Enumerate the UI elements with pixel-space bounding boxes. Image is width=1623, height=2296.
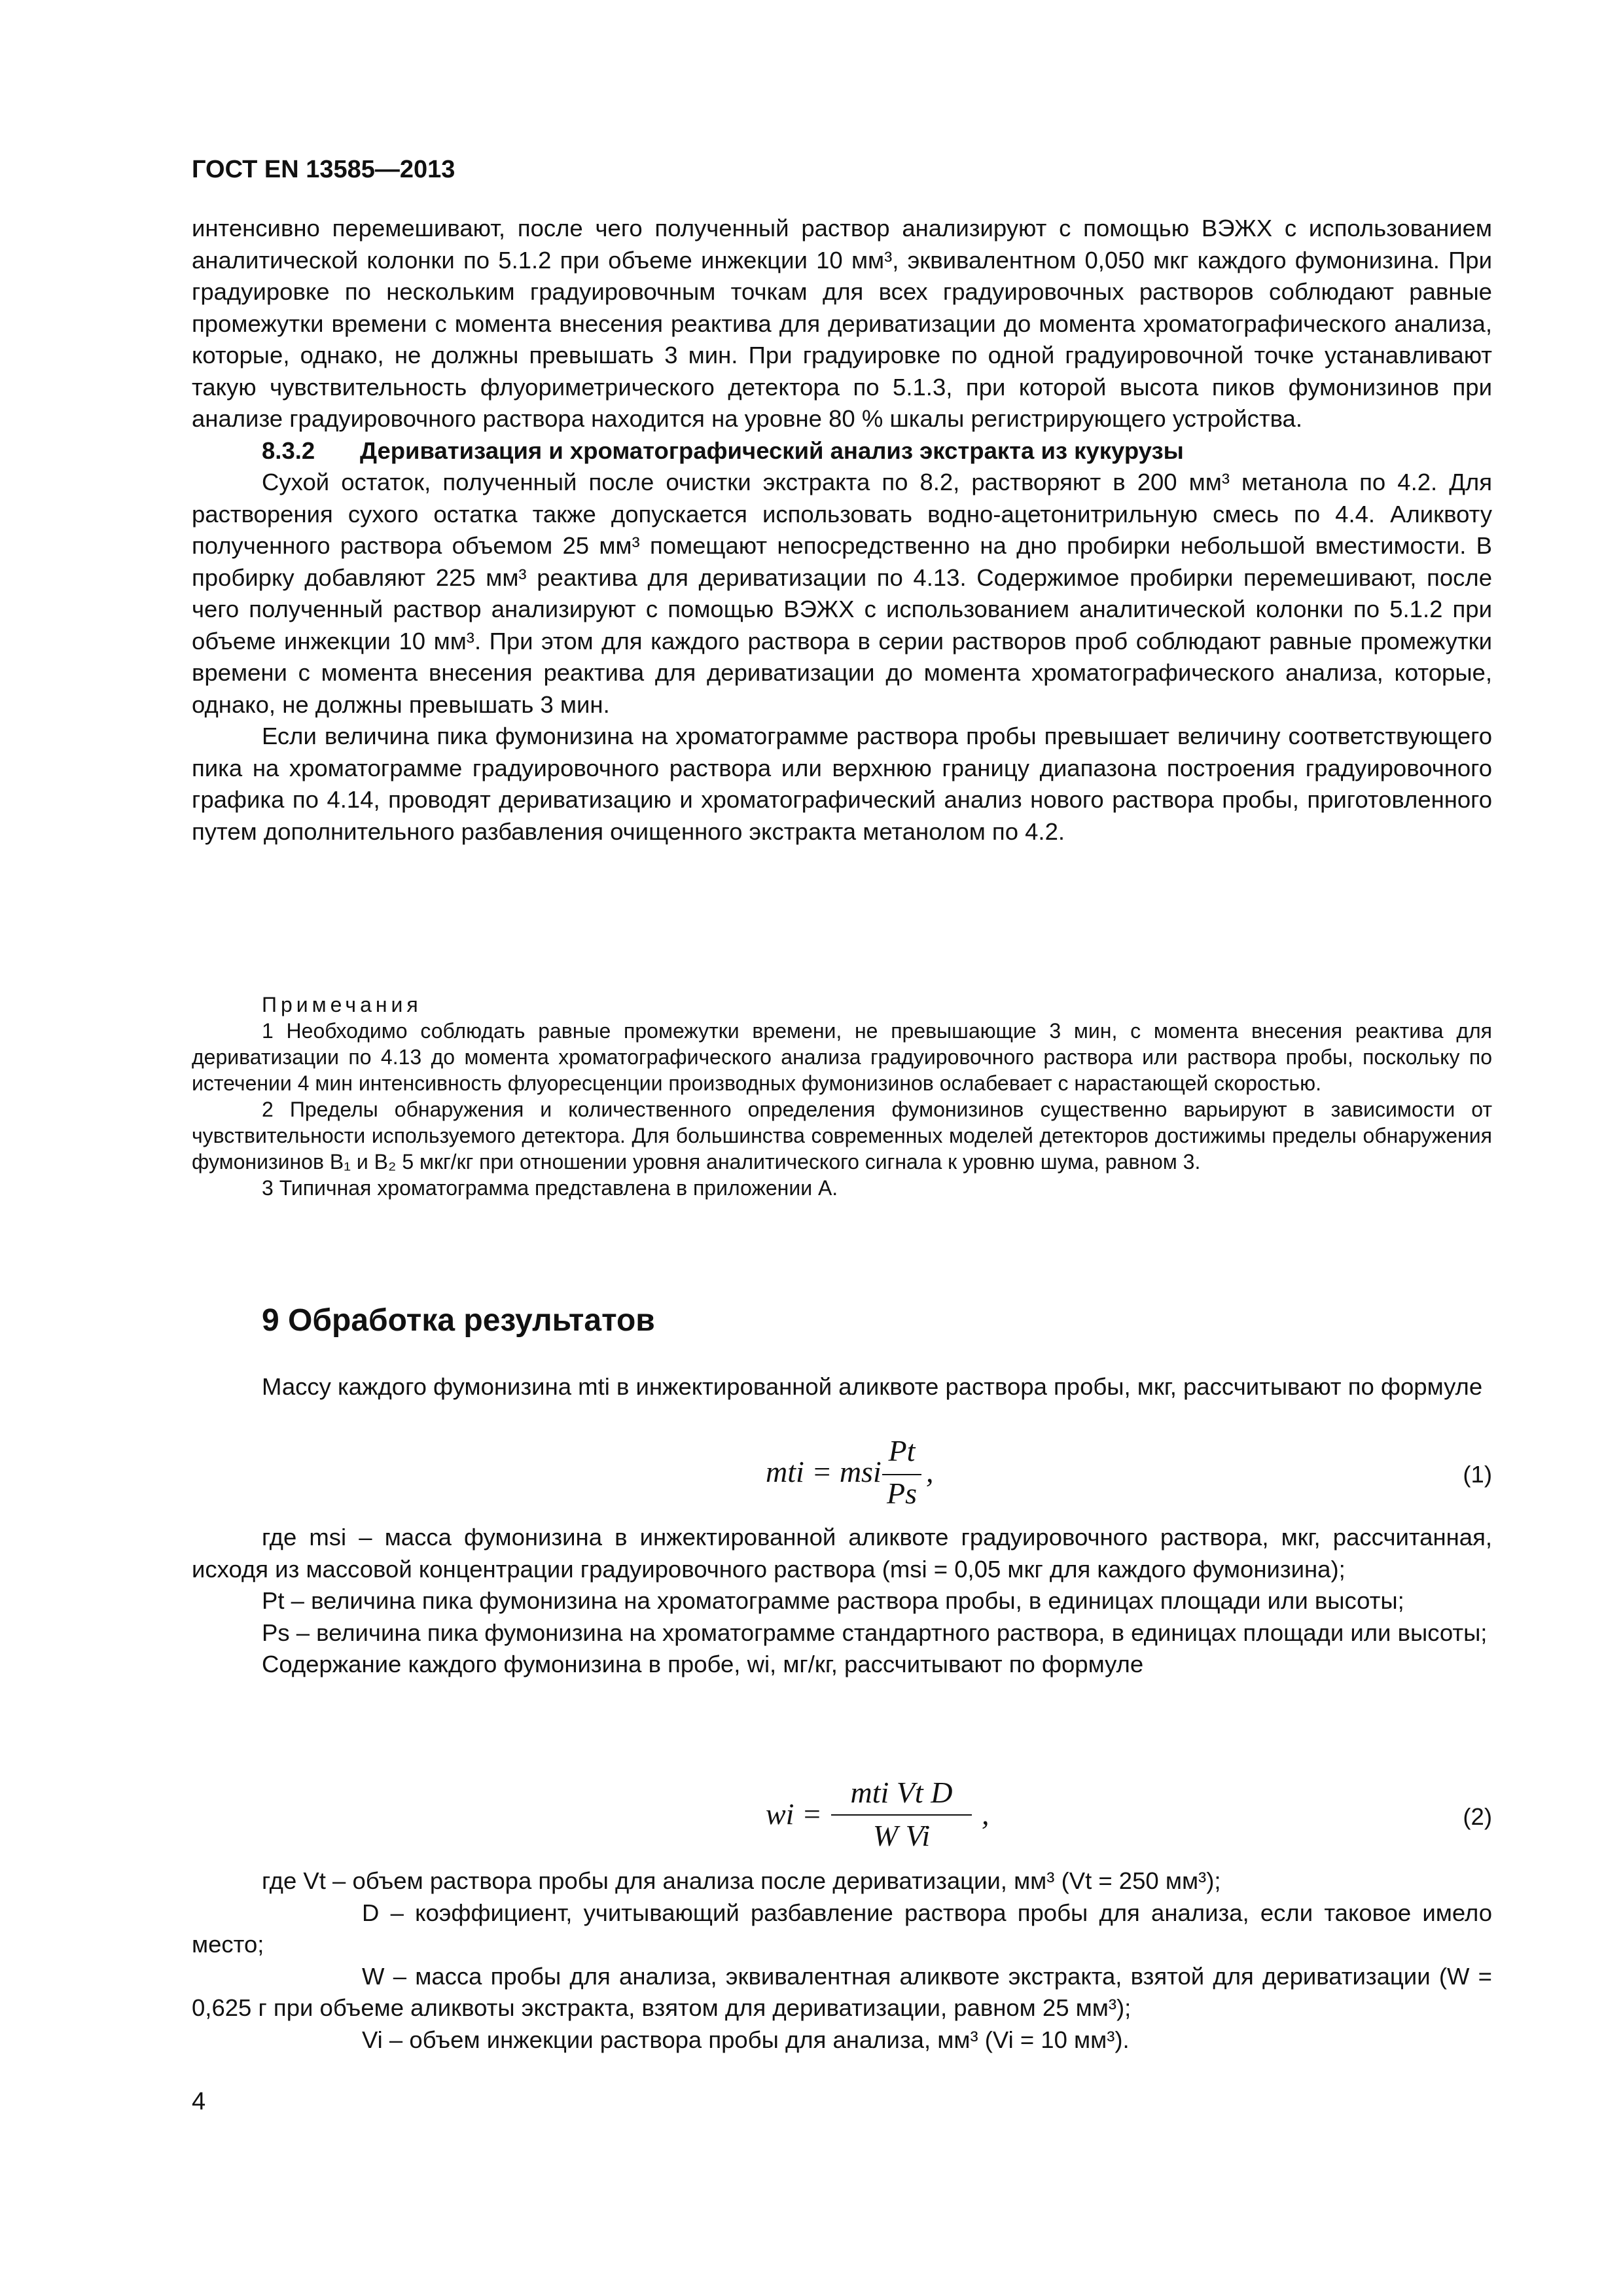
formula-1-numerator: Pt	[888, 1434, 916, 1467]
formula-2-numerator: mti Vt D	[850, 1776, 953, 1809]
section-8-text	[192, 213, 1492, 848]
formula-2-definitions	[192, 1865, 1492, 2056]
formula-2-lhs: wi =	[766, 1797, 823, 1831]
paragraph-8-3-2-2: Если величина пика фумонизина на хроматограмме раствора пробы превышает величину соответствующего пика на хроматограмме градуировочного раствора или верхнюю границу диапазона построения градуировочного графика по 4.14, проводят дериватизацию и хроматографический анализ нового раствора пробы, приготовленного путем дополнительного разбавления очищенного экстракта метанолом по 4.2.	[192, 723, 1492, 845]
formula-2-number: (2)	[1463, 1803, 1492, 1830]
section-heading-8-3-2	[192, 435, 1492, 467]
section-9-intro	[192, 1371, 1492, 1403]
definition-vt: где Vt – объем раствора пробы для анализа после дериватизации, мм³ (Vt = 250 мм³);	[262, 1867, 1221, 1894]
definition-w: W – масса пробы для анализа, эквивалентная аликвоте экстракта, взятой для дериватизации (W = 0,625 г при объеме аликвоты экстракта, взятом для дериватизации, равном 25 мм³);	[192, 1962, 1492, 2021]
notes-title: Примечания	[262, 993, 422, 1016]
definition-ps: Ps – величина пика фумонизина на хроматограмме стандартного раствора, в единицах площади или высоты;	[262, 1619, 1488, 1646]
page-number: 4	[192, 2088, 206, 2115]
formula-1	[766, 1454, 882, 1489]
paragraph-continuation: интенсивно перемешивают, после чего полученный раствор анализируют с помощью ВЭЖХ с использованием аналитической колонки по 5.1.2 при объеме инжекции 10 мм³, эквивалентном 0,050 мкг каждого фумонизина. При градуировке по нескольким градуировочным точкам для всех градуировочных растворов соблюдают равные промежутки времени с момента внесения реактива для дериватизации до момента хроматографического анализа, которые, однако, не должны превышать 3 мин. При градуировке по одной градуировочной точке устанавливают такую чувствительность флуориметрического детектора по 5.1.3, при которой высота пиков фумонизинов при анализе градуировочного раствора находится на уровне 80 % шкалы регистрирующего устройства.	[192, 215, 1492, 432]
section-number: 8.3.2	[262, 437, 315, 464]
paragraph-8-3-2-1: Сухой остаток, полученный после очистки экстракта по 8.2, растворяют в 200 мм³ метанола по 4.2. Для растворения сухого остатка также допускается использовать водно-ацетонитрильную смесь по 4.4. Аликвоту полученного раствора объемом 25 мм³ помещают непосредственно на дно пробирки небольшой вместимости. В пробирку добавляют 225 мм³ реактива для дериватизации по 4.13. Содержимое пробирки перемешивают, после чего полученный раствор анализируют с помощью ВЭЖХ с использованием аналитической колонки по 5.1.2 при объеме инжекции 10 мм³. При этом для каждого раствора в серии растворов проб соблюдают равные промежутки времени с момента внесения реактива для дериватизации до момента хроматографического анализа, которые, однако, не должны превышать 3 мин.	[192, 469, 1492, 718]
formula-1-tail: ,	[926, 1455, 934, 1488]
section-9-heading: 9 Обработка результатов	[262, 1303, 655, 1338]
note-1: 1 Необходимо соблюдать равные промежутки времени, не превышающие 3 мин, с момента внесения реактива для дериватизации по 4.13 до момента хроматографического анализа градуировочного раствора или раствора пробы, поскольку по истечении 4 мин интенсивность флуоресценции производных фумонизинов ослабевает с нарастающей скоростью.	[192, 1019, 1492, 1095]
formula-2-tail: ,	[982, 1797, 990, 1831]
formula-2-denominator: W Vi	[872, 1819, 931, 1852]
formula-1-lhs: mti = msi	[766, 1455, 882, 1488]
formula-1-denominator: Ps	[887, 1477, 917, 1510]
formula-2-fraction-line	[831, 1814, 972, 1816]
formula-1-number: (1)	[1463, 1461, 1492, 1488]
formula-1-definitions	[192, 1522, 1492, 1681]
definition-pt: Pt – величина пика фумонизина на хроматограмме раствора пробы, в единицах площади или высоты;	[262, 1587, 1404, 1614]
note-3: 3 Типичная хроматограмма представлена в приложении А.	[262, 1176, 838, 1200]
document-header: ГОСТ EN 13585—2013	[192, 156, 455, 183]
note-2: 2 Пределы обнаружения и количественного определения фумонизинов существенно варьируют в зависимости от чувствительности используемого детектора. Для большинства современных моделей детекторов достижимы пределы обнаружения фумонизинов B₁ и B₂ 5 мкг/кг при отношении уровня аналитического сигнала к уровню шума, равном 3.	[192, 1098, 1492, 1174]
formula-2	[766, 1797, 822, 1831]
formula-1-fraction-line	[882, 1474, 921, 1475]
paragraph-9-1: Массу каждого фумонизина mti в инжектированной аликвоте раствора пробы, мкг, рассчитывают по формуле	[262, 1373, 1483, 1400]
notes-block	[192, 992, 1492, 1201]
section-title: Дериватизация и хроматографический анализ экстракта из кукурузы	[360, 437, 1184, 464]
definition-vi: Vi – объем инжекции раствора пробы для анализа, мм³ (Vi = 10 мм³).	[362, 2026, 1130, 2053]
definition-msi: где msi – масса фумонизина в инжектированной аликвоте градуировочного раствора, мкг, рассчитанная, исходя из массовой концентрации градуировочного раствора (msi = 0,05 мкг для каждого фумонизина);	[192, 1524, 1492, 1583]
paragraph-9-2: Содержание каждого фумонизина в пробе, wi, мг/кг, рассчитывают по формуле	[262, 1651, 1144, 1677]
definition-d: D – коэффициент, учитывающий разбавление раствора пробы для анализа, если таковое имело место;	[192, 1899, 1492, 1958]
